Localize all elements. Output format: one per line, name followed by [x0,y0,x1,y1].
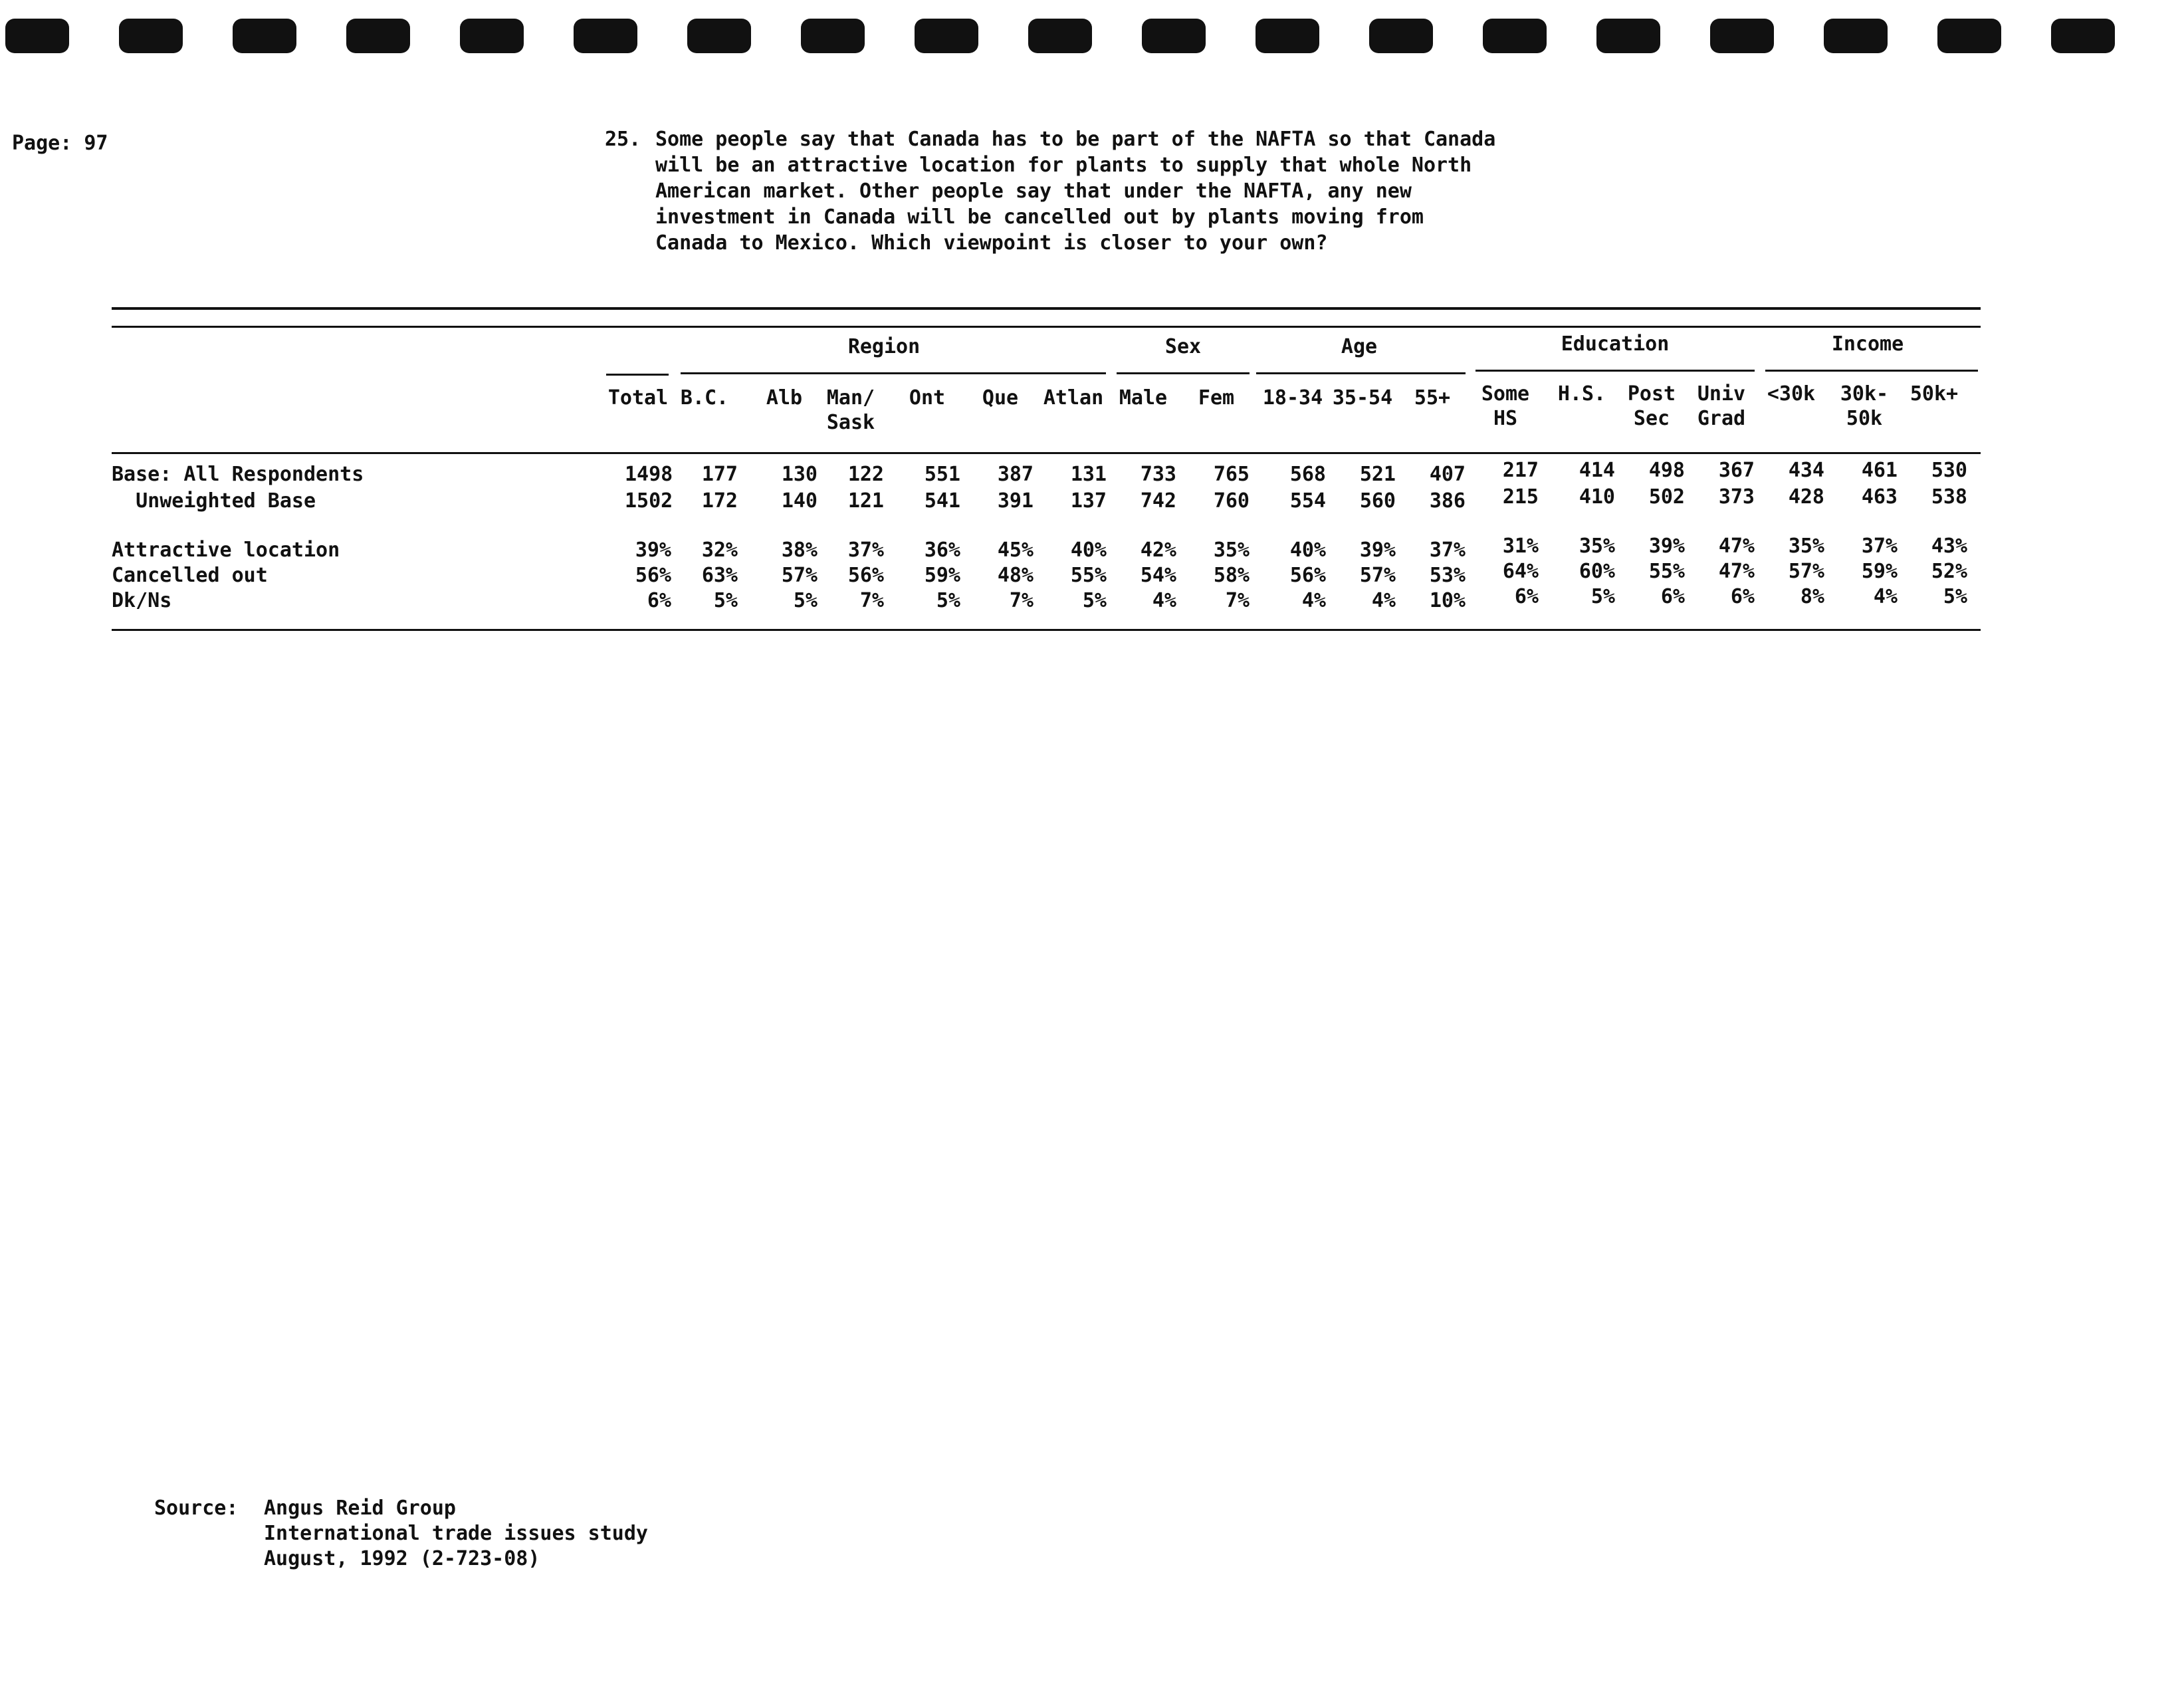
table-cell: 742 [1140,489,1176,513]
table-cell: 1502 [625,489,673,513]
table-cell: 57% [781,564,818,587]
binder-holes [0,19,2184,59]
column-header: Male [1119,386,1168,410]
table-cell: 6% [1660,585,1685,608]
group-education-rule [1475,370,1755,372]
table-cell: 498 [1648,459,1685,482]
table-cell: 551 [924,463,960,486]
column-header: Fem [1198,386,1235,410]
column-header: <30k [1767,382,1816,406]
table-cell: 5% [713,589,738,612]
binder-hole [1028,19,1092,53]
table-cell: 140 [781,489,818,513]
table-cell: 36% [924,539,960,562]
table-cell: 7% [859,589,884,612]
question-number: 25. [605,128,641,151]
table-cell: 733 [1140,463,1176,486]
binder-hole [233,19,296,53]
table-cell: 177 [701,463,738,486]
table-cell: 367 [1718,459,1755,482]
column-header: Ont [909,386,946,410]
table-cell: 8% [1800,585,1824,608]
column-header: H.S. [1557,382,1606,406]
table-cell: 137 [1070,489,1107,513]
table-cell: 172 [701,489,738,513]
group-income: Income [1831,332,1904,356]
table-cell: 4% [1371,589,1396,612]
table-cell: 4% [1873,585,1898,608]
binder-hole [5,19,69,53]
page-number: Page: 97 [12,132,108,155]
table-cell: 407 [1429,463,1466,486]
table-cell: 217 [1502,459,1539,482]
table-cell: 7% [1225,589,1250,612]
table-cell: 60% [1579,560,1615,583]
row-label: Unweighted Base [112,489,316,513]
column-header: Que [982,386,1019,410]
table-cell: 37% [1861,535,1898,558]
source-line: August, 1992 (2-723-08) [264,1547,540,1570]
table-cell: 37% [1429,539,1466,562]
column-header: Alb [766,386,803,410]
binder-hole [1256,19,1319,53]
binder-hole [2051,19,2115,53]
source-line: Angus Reid Group [264,1497,456,1520]
group-sex: Sex [1164,335,1202,358]
group-region: Region [847,335,921,358]
table-cell: 52% [1931,560,1967,583]
row-label: Cancelled out [112,564,268,587]
table-cell: 54% [1140,564,1176,587]
table-cell: 59% [1861,560,1898,583]
table-cell: 6% [1730,585,1755,608]
row-label: Dk/Ns [112,589,172,612]
column-header: 50k+ [1910,382,1959,406]
table-cell: 541 [924,489,960,513]
table-cell: 387 [997,463,1034,486]
table-cell: 38% [781,539,818,562]
table-cell: 40% [1289,539,1326,562]
table-cell: 10% [1429,589,1466,612]
table-cell: 130 [781,463,818,486]
question-text: Some people say that Canada has to be part of the NAFTA so that Canada will be an attractive location for plants to supply that whole North American market. Other people say that under the NAFTA, any new investment in Canada will be cancelled out by plants moving from Canada to Mexico. Which viewpoint is closer to your own? [655,128,1496,255]
source-label: Source: [154,1497,239,1520]
table-cell: 32% [701,539,738,562]
table-cell: 6% [647,589,671,612]
table-cell: 35% [1788,535,1824,558]
table-cell: 55% [1070,564,1107,587]
table-cell: 39% [1359,539,1396,562]
table-cell: 568 [1289,463,1326,486]
table-cell: 48% [997,564,1034,587]
binder-hole [1483,19,1547,53]
column-header: Some HS [1481,382,1530,430]
table-cell: 47% [1718,535,1755,558]
row-label: Base: All Respondents [112,463,364,486]
binder-hole [1937,19,2001,53]
column-header: Post Sec [1627,382,1676,430]
binder-hole [119,19,183,53]
table-cell: 35% [1213,539,1250,562]
table-cell: 6% [1514,585,1539,608]
table-cell: 31% [1502,535,1539,558]
table-cell: 391 [997,489,1034,513]
table-cell: 760 [1213,489,1250,513]
column-header: 35-54 [1332,386,1393,410]
column-header: 18-34 [1262,386,1323,410]
binder-hole [574,19,637,53]
column-header: Man/ Sask [826,386,875,434]
table-cell: 7% [1009,589,1034,612]
group-age-rule [1256,372,1466,374]
table-cell: 5% [1082,589,1107,612]
table-cell: 538 [1931,485,1967,509]
table-cell: 373 [1718,485,1755,509]
source-text [264,1496,862,1572]
binder-hole [801,19,865,53]
top-rule-2 [112,326,1981,328]
table-cell: 560 [1359,489,1396,513]
table-cell: 386 [1429,489,1466,513]
table-cell: 39% [635,539,671,562]
top-rule-1 [112,307,1981,310]
table-cell: 502 [1648,485,1685,509]
table-cell: 59% [924,564,960,587]
table-cell: 121 [847,489,884,513]
table-cell: 410 [1579,485,1615,509]
table-cell: 428 [1788,485,1824,509]
total-column-rule [606,374,669,376]
column-header: 30k- 50k [1840,382,1889,430]
table-cell: 56% [847,564,884,587]
table-cell: 63% [701,564,738,587]
table-cell: 35% [1579,535,1615,558]
table-cell: 122 [847,463,884,486]
header-bottom-rule [112,452,1981,454]
column-header: Univ Grad [1697,382,1746,430]
table-cell: 521 [1359,463,1396,486]
table-cell: 765 [1213,463,1250,486]
table-cell: 57% [1359,564,1396,587]
table-cell: 1498 [625,463,673,486]
table-cell: 554 [1289,489,1326,513]
table-cell: 39% [1648,535,1685,558]
table-cell: 40% [1070,539,1107,562]
table-cell: 42% [1140,539,1176,562]
binder-hole [915,19,978,53]
table-bottom-rule [112,629,1981,631]
table-cell: 530 [1931,459,1967,482]
group-education: Education [1561,332,1670,356]
binder-hole [460,19,524,53]
group-income-rule [1765,370,1978,372]
column-header: 55+ [1414,386,1451,410]
group-age: Age [1341,335,1378,358]
table-cell: 58% [1213,564,1250,587]
binder-hole [687,19,751,53]
table-cell: 5% [936,589,960,612]
row-label: Attractive location [112,539,340,562]
column-header: Atlan [1043,386,1104,410]
table-cell: 414 [1579,459,1615,482]
source-line: International trade issues study [264,1522,648,1545]
table-cell: 64% [1502,560,1539,583]
table-cell: 56% [635,564,671,587]
binder-hole [346,19,410,53]
table-cell: 215 [1502,485,1539,509]
table-cell: 5% [1943,585,1967,608]
table-cell: 461 [1861,459,1898,482]
group-region-rule [681,372,1106,374]
binder-hole [1710,19,1774,53]
table-cell: 47% [1718,560,1755,583]
table-cell: 57% [1788,560,1824,583]
table-cell: 131 [1070,463,1107,486]
binder-hole [1142,19,1206,53]
binder-hole [1596,19,1660,53]
column-header: Total [607,386,669,410]
table-cell: 463 [1861,485,1898,509]
table-cell: 37% [847,539,884,562]
table-cell: 45% [997,539,1034,562]
table-cell: 43% [1931,535,1967,558]
column-header: B.C. [680,386,729,410]
group-sex-rule [1117,372,1250,374]
binder-hole [1369,19,1433,53]
table-cell: 5% [793,589,818,612]
table-cell: 4% [1152,589,1176,612]
table-cell: 434 [1788,459,1824,482]
table-cell: 4% [1301,589,1326,612]
table-cell: 53% [1429,564,1466,587]
table-cell: 5% [1590,585,1615,608]
binder-hole [1824,19,1888,53]
table-cell: 56% [1289,564,1326,587]
table-cell: 55% [1648,560,1685,583]
